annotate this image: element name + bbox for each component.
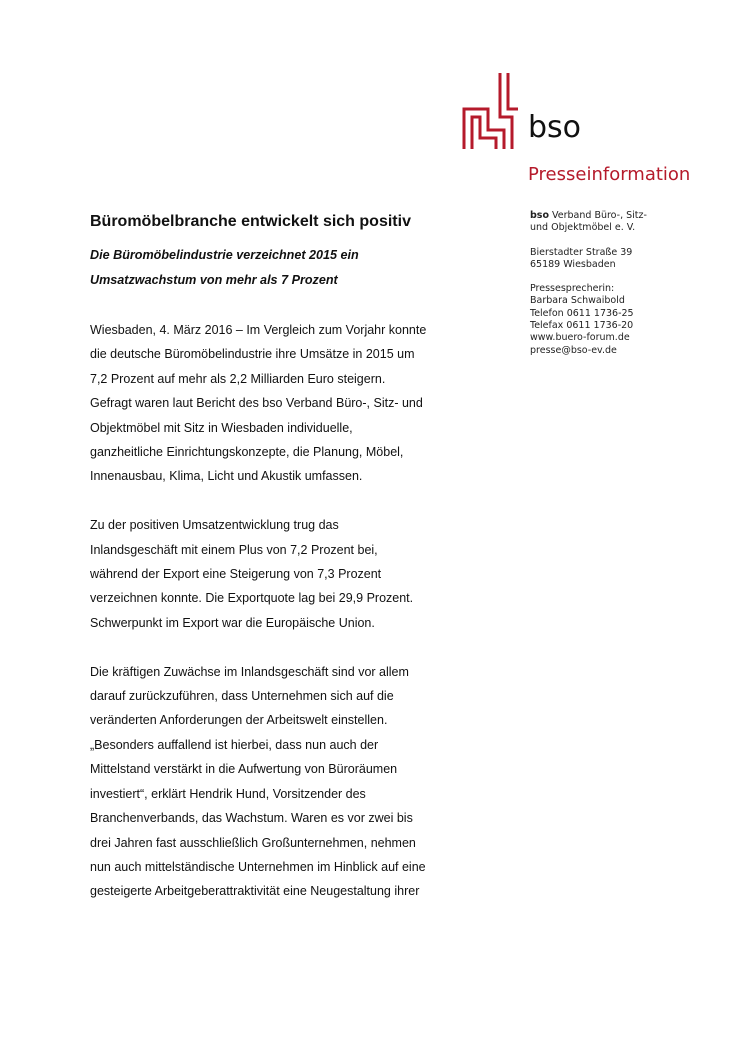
article-headline: Büromöbelbranche entwickelt sich positiv <box>90 213 411 230</box>
org-line-2: und Objektmöbel e. V. <box>530 222 636 234</box>
bso-logo-icon <box>462 73 518 149</box>
text-line: Innenausbau, Klima, Licht und Akustik umfassen. <box>90 469 363 484</box>
organization-block <box>530 210 730 235</box>
city: 65189 Wiesbaden <box>530 258 616 270</box>
paragraph-3 <box>90 660 510 904</box>
org-prefix: bso <box>530 210 549 221</box>
text-line: Inlandsgeschäft mit einem Plus von 7,2 Prozent bei, <box>90 542 378 557</box>
text-line: darauf zurückzuführen, dass Unternehmen sich auf die <box>90 689 394 704</box>
text-line: Mittelstand verstärkt in die Aufwertung von Büroräumen <box>90 762 398 777</box>
subheadline-line: Die Büromöbelindustrie verzeichnet 2015 ein <box>90 248 359 262</box>
text-line: nun auch mittelständische Unternehmen im Hinblick auf eine <box>90 859 426 874</box>
phone: Telefon 0611 1736-25 <box>530 307 634 319</box>
text-line: Zu der positiven Umsatzentwicklung trug das <box>90 518 339 533</box>
press-contact-block <box>530 283 730 357</box>
org-name-rest: Verband Büro-, Sitz- <box>548 210 647 221</box>
text-line: veränderten Anforderungen der Arbeitswelt einstellen. <box>90 713 388 728</box>
text-line: ganzheitliche Einrichtungskonzepte, die Planung, Möbel, <box>90 445 404 460</box>
text-line: investiert“, erklärt Hendrik Hund, Vorsitzender des <box>90 786 366 801</box>
text-line: Branchenverbands, das Wachstum. Waren es vor zwei bis <box>90 811 413 826</box>
subheadline-line: Umsatzwachstum von mehr als 7 Prozent <box>90 272 338 287</box>
text-line: Schwerpunkt im Export war die Europäische Union. <box>90 615 375 630</box>
document-type-title: Presseinformation <box>528 164 691 185</box>
spokesperson-label: Pressesprecherin: <box>530 283 615 295</box>
article-body <box>90 318 510 928</box>
text-line: Wiesbaden, 4. März 2016 – Im Vergleich zum Vorjahr konnte <box>90 323 427 337</box>
address-block <box>530 247 730 272</box>
text-line: die deutsche Büromöbelindustrie ihre Umsätze in 2015 um <box>90 347 415 362</box>
website-link[interactable]: www.buero-forum.de <box>530 332 630 344</box>
text-line: Objektmöbel mit Sitz in Wiesbaden individuelle, <box>90 420 353 435</box>
text-line: während der Export eine Steigerung von 7,3 Prozent <box>90 567 382 582</box>
text-line: Die kräftigen Zuwächse im Inlandsgeschäft sind vor allem <box>90 664 409 679</box>
text-line: gesteigerte Arbeitgeberattraktivität eine Neugestaltung ihrer <box>90 884 420 899</box>
text-line: verzeichnen konnte. Die Exportquote lag bei 29,9 Prozent. <box>90 591 414 606</box>
article-subheadline <box>90 243 359 292</box>
text-line: drei Jahren fast ausschließlich Großunternehmen, nehmen <box>90 835 416 850</box>
paragraph-1 <box>90 318 510 489</box>
email-link[interactable]: presse@bso-ev.de <box>530 344 617 356</box>
street: Bierstadter Straße 39 <box>530 246 633 258</box>
logo-wordmark: bso <box>528 110 582 145</box>
text-line: „Besonders auffallend ist hierbei, dass nun auch der <box>90 737 379 752</box>
text-line: Gefragt waren laut Bericht des bso Verband Büro-, Sitz- und <box>90 396 423 411</box>
paragraph-2 <box>90 513 510 635</box>
org-line-1 <box>530 210 730 222</box>
spokesperson-name: Barbara Schwaibold <box>530 295 625 307</box>
contact-sidebar <box>530 210 730 369</box>
text-line: 7,2 Prozent auf mehr als 2,2 Milliarden Euro steigern. <box>90 371 386 386</box>
fax: Telefax 0611 1736-20 <box>530 320 634 332</box>
